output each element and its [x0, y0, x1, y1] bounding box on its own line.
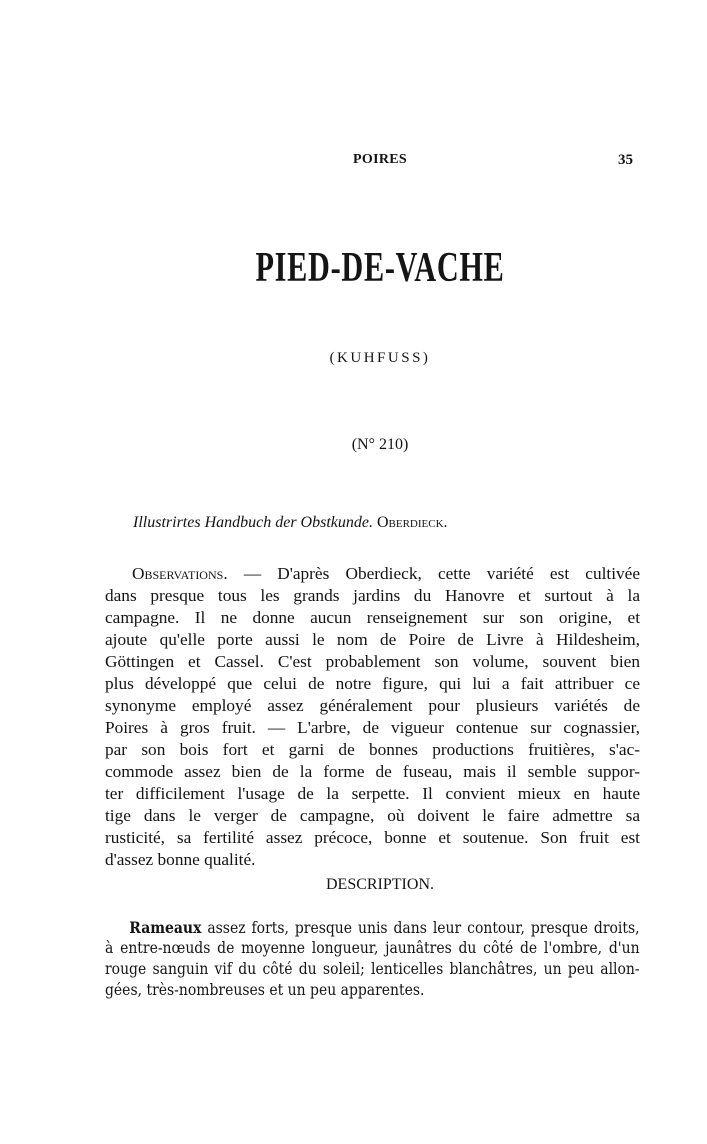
text-line: tige dans le verger de campagne, où doivent le faire admettre sa: [105, 806, 640, 825]
text-line: par son bois fort et garni de bonnes productions fruitières, s'ac-: [105, 740, 640, 759]
text-line-content: assez forts, presque unis dans leur contour, presque droits,: [201, 919, 640, 937]
running-title: POIRES: [353, 152, 407, 167]
text-line: dans presque tous les grands jardins du Hanovre et surtout à la: [105, 586, 640, 605]
text-line: ajoute qu'elle porte aussi le nom de Poire de Livre à Hildesheim,: [105, 630, 640, 649]
description-label: Rameaux: [129, 918, 202, 937]
page-number: 35: [618, 152, 633, 168]
text-line: synonyme employé assez généralement pour plusieurs variétés de: [105, 696, 640, 715]
citation: [133, 514, 448, 532]
text-line: [105, 917, 640, 938]
text-line: [105, 563, 640, 585]
citation-author: Oberdieck.: [376, 514, 448, 531]
description-paragraph: [105, 917, 640, 1001]
text-line-content: — D'après Oberdieck, cette variété est cultivée: [227, 564, 640, 583]
text-line: Poires à gros fruit. — L'arbre, de vigueur contenue sur cognassier,: [105, 718, 640, 737]
observations-paragraph: [105, 563, 640, 871]
observations-label: Observations.: [132, 564, 228, 583]
citation-work: Illustrirtes Handbuch der Obstkunde.: [133, 514, 373, 531]
text-line: rusticité, sa fertilité assez précoce, bonne et soutenue. Son fruit est: [105, 828, 640, 847]
text-line: rouge sanguin vif du côté du soleil; lenticelles blanchâtres, un peu allon-: [105, 960, 640, 978]
text-line: Göttingen et Cassel. C'est probablement son volume, souvent bien: [105, 652, 640, 671]
text-line: campagne. Il ne donne aucun renseignement sur son origine, et: [105, 608, 640, 627]
text-line: ter difficilement l'usage de la serpette. Il convient mieux en haute: [105, 784, 640, 803]
synonym: (KUHFUSS): [329, 350, 431, 366]
variety-number: (N° 210): [351, 436, 409, 453]
section-heading-description: DESCRIPTION.: [325, 876, 434, 893]
page-title: PIED-DE-VACHE: [255, 245, 505, 291]
text-line: à entre-nœuds de moyenne longueur, jaunâtres du côté de l'ombre, d'un: [105, 939, 640, 957]
text-line: commode assez bien de la forme de fuseau, mais il semble suppor-: [105, 762, 640, 781]
text-line: gées, très-nombreuses et un peu apparentes.: [105, 981, 425, 999]
text-line: d'assez bonne qualité.: [105, 850, 256, 869]
text-line: plus développé que celui de notre figure, qui lui a fait attribuer ce: [105, 674, 640, 693]
